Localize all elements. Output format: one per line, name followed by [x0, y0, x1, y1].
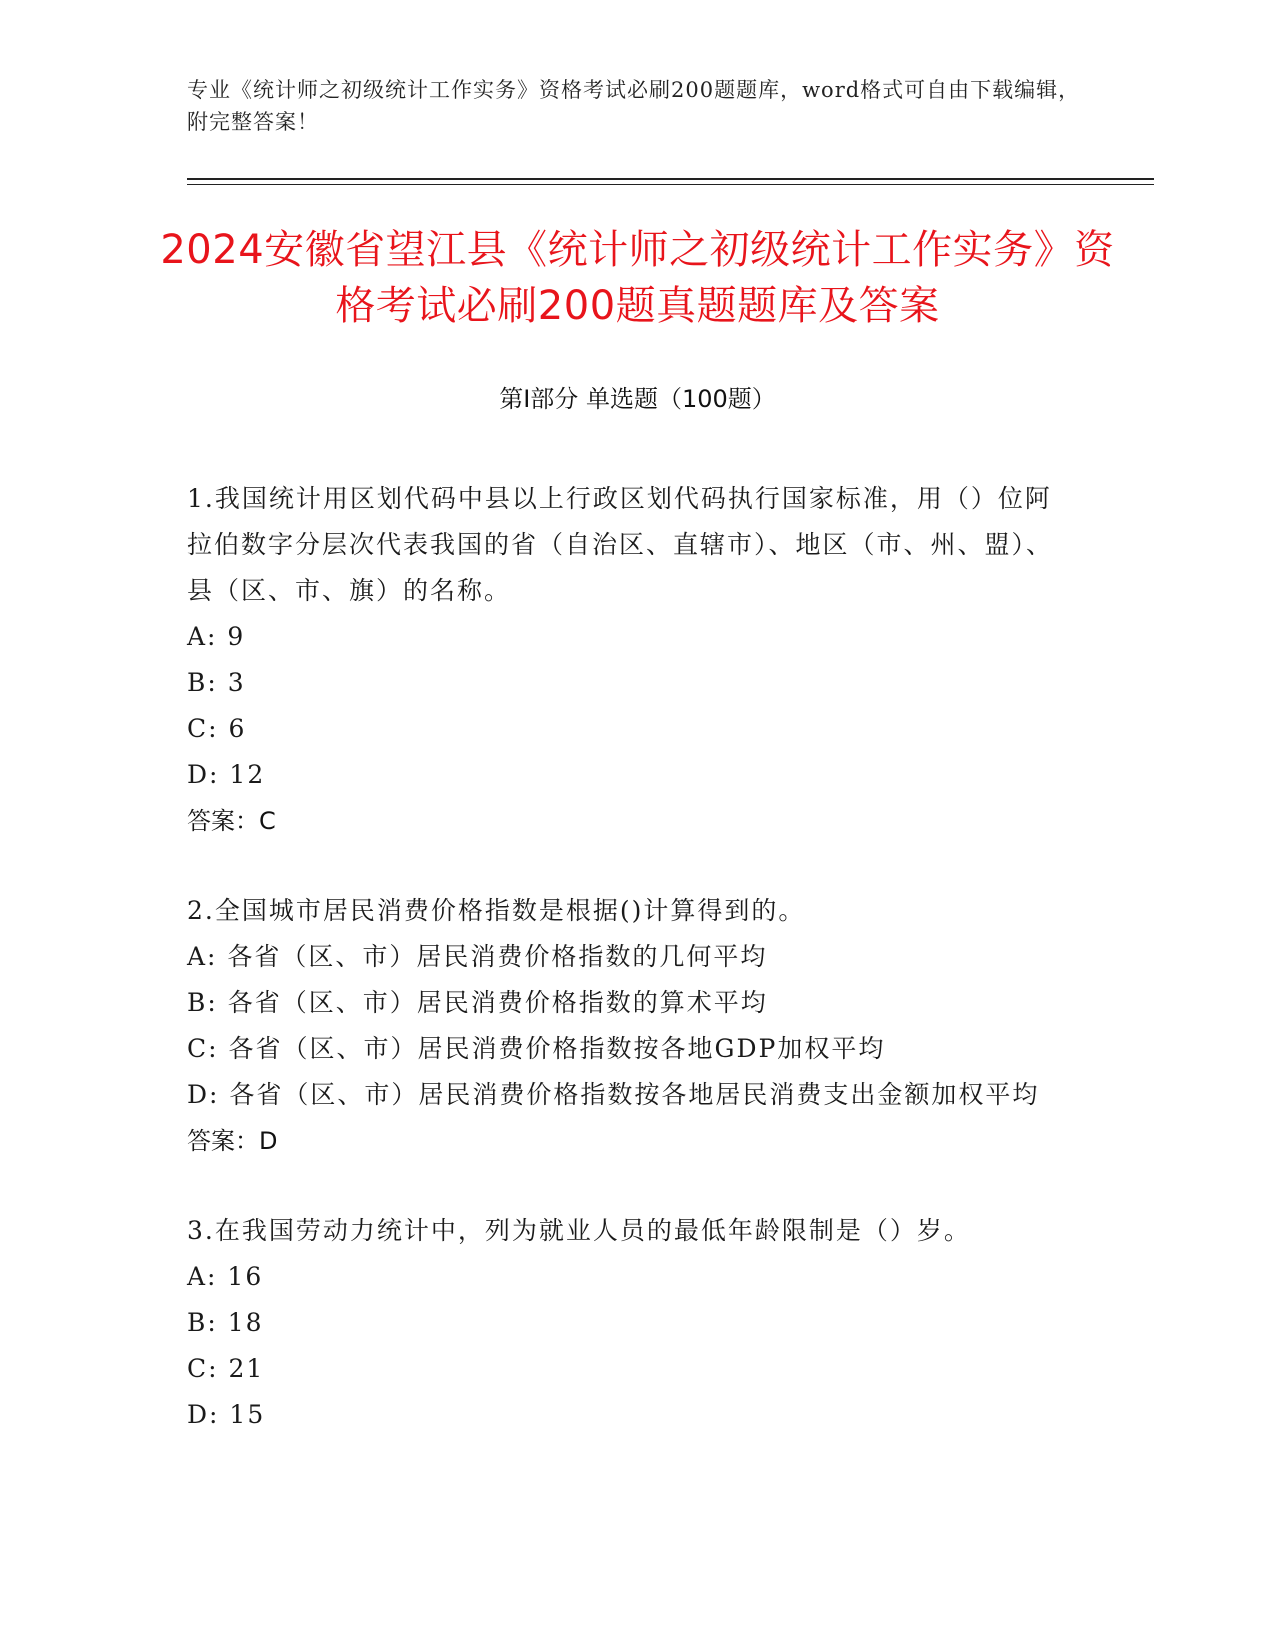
header-divider-thick	[187, 178, 1154, 180]
option-c: C: 21	[187, 1354, 265, 1383]
option-a: A: 各省（区、市）居民消费价格指数的几何平均	[187, 942, 768, 971]
option-c: C: 6	[187, 714, 247, 743]
answer-line: 答案：D	[187, 1127, 278, 1155]
question-3	[187, 1208, 1077, 1438]
question-stem: 3.在我国劳动力统计中，列为就业人员的最低年龄限制是（）岁。	[187, 1216, 971, 1245]
option-b: B: 各省（区、市）居民消费价格指数的算术平均	[187, 988, 768, 1017]
answer-line: 答案：C	[187, 807, 276, 835]
question-1	[187, 476, 1077, 844]
header-note: 专业《统计师之初级统计工作实务》资格考试必刷200题题库，word格式可自由下载编辑，附完整答案！	[187, 78, 1081, 134]
document-title: 2024安徽省望江县《统计师之初级统计工作实务》资格考试必刷200题真题题库及答案	[160, 227, 1115, 329]
option-b: B: 18	[187, 1308, 264, 1337]
header-divider-thin	[187, 184, 1154, 185]
option-d: D: 15	[187, 1400, 266, 1429]
option-c: C: 各省（区、市）居民消费价格指数按各地GDP加权平均	[187, 1034, 886, 1063]
question-stem: 1.我国统计用区划代码中县以上行政区划代码执行国家标准，用（）位阿拉伯数字分层次代表我国的省（自治区、直辖市）、地区（市、州、盟）、县（区、市、旗）的名称。	[187, 484, 1054, 605]
option-b: B: 3	[187, 668, 246, 697]
question-list	[187, 476, 1077, 1482]
option-a: A: 9	[187, 622, 246, 651]
question-2	[187, 888, 1077, 1164]
option-a: A: 16	[187, 1262, 264, 1291]
question-stem: 2.全国城市居民消费价格指数是根据()计算得到的。	[187, 896, 806, 925]
option-d: D: 各省（区、市）居民消费价格指数按各地居民消费支出金额加权平均	[187, 1080, 1040, 1109]
section-heading: 第Ⅰ部分 单选题（100题）	[499, 385, 776, 413]
option-d: D: 12	[187, 760, 266, 789]
